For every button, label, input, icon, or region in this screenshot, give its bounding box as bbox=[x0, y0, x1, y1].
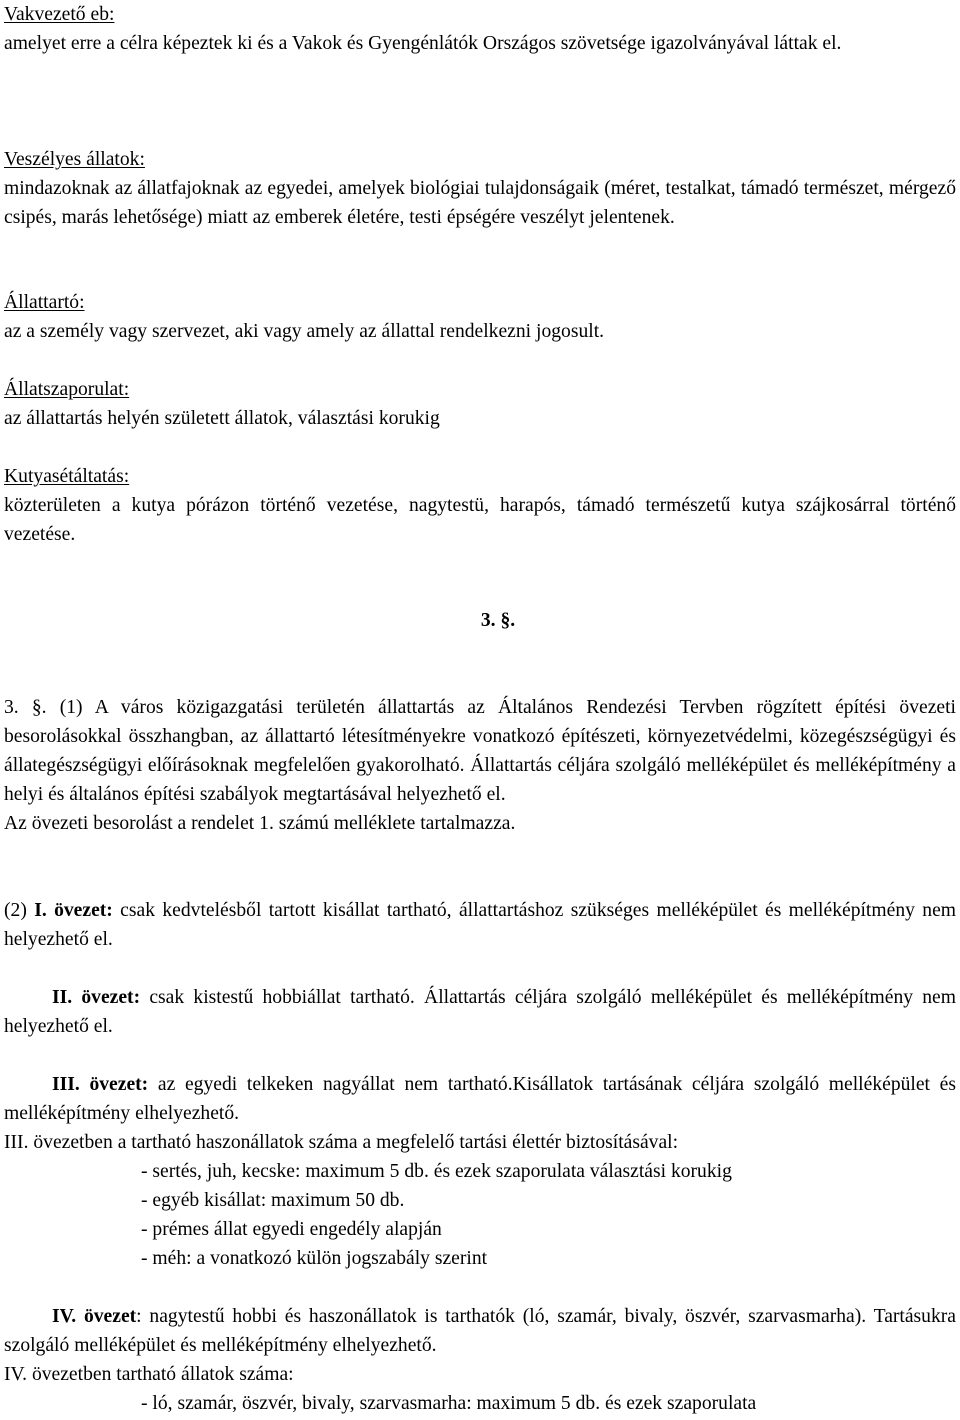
zone-3-label: III. övezet: bbox=[52, 1074, 149, 1095]
zone-1 bbox=[4, 896, 956, 954]
zone-4-body: nagytestű hobbi és haszonállatok is tarthatók (ló, szamár, bivaly, öszvér, szarvasmarha). Tartásukra szolgáló melléképület és melléképítmény elhelyezhető. bbox=[4, 1306, 956, 1356]
zone-4 bbox=[4, 1302, 956, 1418]
section-title: 3. §. bbox=[480, 610, 516, 631]
zone-2-label: II. övezet: bbox=[52, 987, 141, 1008]
zone-2 bbox=[4, 983, 956, 1041]
definition-allattarto bbox=[4, 288, 956, 346]
list-item: - egyéb kisállat: maximum 50 db. bbox=[141, 1190, 405, 1211]
zone-1-body: csak kedvtelésből tartott kisállat tartható, állattartáshoz szükséges melléképület és melléképítmény nem helyezhető el. bbox=[4, 900, 957, 950]
list-item: - ló, szamár, öszvér, bivaly, szarvasmarha: maximum 5 db. és ezek szaporulata bbox=[141, 1393, 757, 1414]
paragraph-1 bbox=[4, 693, 956, 838]
definition-veszelyes-allatok bbox=[4, 145, 956, 232]
definition-text: az állattartás helyén született állatok, választási korukig bbox=[4, 408, 440, 429]
list-item: - sertés, juh, kecske: maximum 5 db. és ezek szaporulata választási korukig bbox=[141, 1161, 732, 1182]
definition-text: az a személy vagy szervezet, aki vagy amely az állattal rendelkezni jogosult. bbox=[4, 321, 605, 342]
zone-1-text bbox=[4, 896, 956, 954]
definition-term: Vakvezető eb: bbox=[4, 4, 115, 25]
zone-1-prefix: (2) bbox=[4, 900, 35, 921]
paragraph-1-text bbox=[4, 693, 956, 809]
zone-4-text bbox=[4, 1302, 956, 1360]
definition-allatszaporulat bbox=[4, 375, 956, 433]
zone-3-intro: III. övezetben a tartható haszonállatok száma a megfelelő tartási élettér biztosításával: bbox=[4, 1132, 679, 1153]
list-item: - prémes állat egyedi engedély alapján bbox=[141, 1219, 442, 1240]
zone-1-label: I. övezet: bbox=[34, 900, 113, 921]
zone-4-label: IV. övezet bbox=[52, 1306, 137, 1327]
zone-3-body: az egyedi telkeken nagyállat nem tartható.Kisállatok tartásának céljára szolgáló melléképület és melléképítmény elhelyezhető. bbox=[4, 1074, 957, 1124]
definition-text: mindazoknak az állatfajoknak az egyedei, amelyek biológiai tulajdonságaik (méret, testalkat, támadó természet, mérgező csipés, marás lehetősége) miatt az emberek életére, testi épségére veszélyt jelentenek. bbox=[4, 178, 956, 228]
paragraph-number: 3. §. (1) bbox=[4, 697, 83, 718]
zone-4-intro: IV. övezetben tartható állatok száma: bbox=[4, 1364, 294, 1385]
definition-term: Kutyasétáltatás: bbox=[4, 466, 130, 487]
definition-term: Állattartó: bbox=[4, 292, 85, 313]
list-item: - méh: a vonatkozó külön jogszabály szerint bbox=[141, 1248, 488, 1269]
definition-term: Állatszaporulat: bbox=[4, 379, 130, 400]
definition-term: Veszélyes állatok: bbox=[4, 149, 145, 170]
zone-3 bbox=[4, 1070, 956, 1273]
zone-2-body: csak kistestű hobbiállat tartható. Állattartás céljára szolgáló melléképület és melléképítmény nem helyezhető el. bbox=[4, 987, 956, 1037]
paragraph-1-last: Az övezeti besorolást a rendelet 1. számú melléklete tartalmazza. bbox=[4, 813, 516, 834]
definition-kutyasetaltatas bbox=[4, 462, 956, 549]
paragraph-body: A város közigazgatási területén állattartás az Általános Rendezési Tervben rögzített építési övezeti besorolásokkal összhangban, az állattartó létesítményekre vonatkozó építészeti, környezetvédelmi, közegészségügyi és állategészségügyi előírásoknak megfelelően gyakorolható. Állattartás céljára szolgáló melléképület és melléképítmény a helyi és általános építési szabályok megtartásával helyezhető el. bbox=[4, 697, 956, 805]
zone-4-label-colon: : bbox=[136, 1306, 142, 1327]
definition-text: közterületen a kutya pórázon történő vezetése, nagytestü, harapós, támadó természetű kutya szájkosárral történő vezetése. bbox=[4, 495, 956, 545]
zone-2-text bbox=[4, 983, 956, 1041]
definition-vakvezeto bbox=[4, 0, 956, 58]
zone-3-text bbox=[4, 1070, 956, 1128]
definition-text: amelyet erre a célra képeztek ki és a Vakok és Gyengénlátók Országos szövetsége igazolványával láttak el. bbox=[4, 33, 842, 54]
